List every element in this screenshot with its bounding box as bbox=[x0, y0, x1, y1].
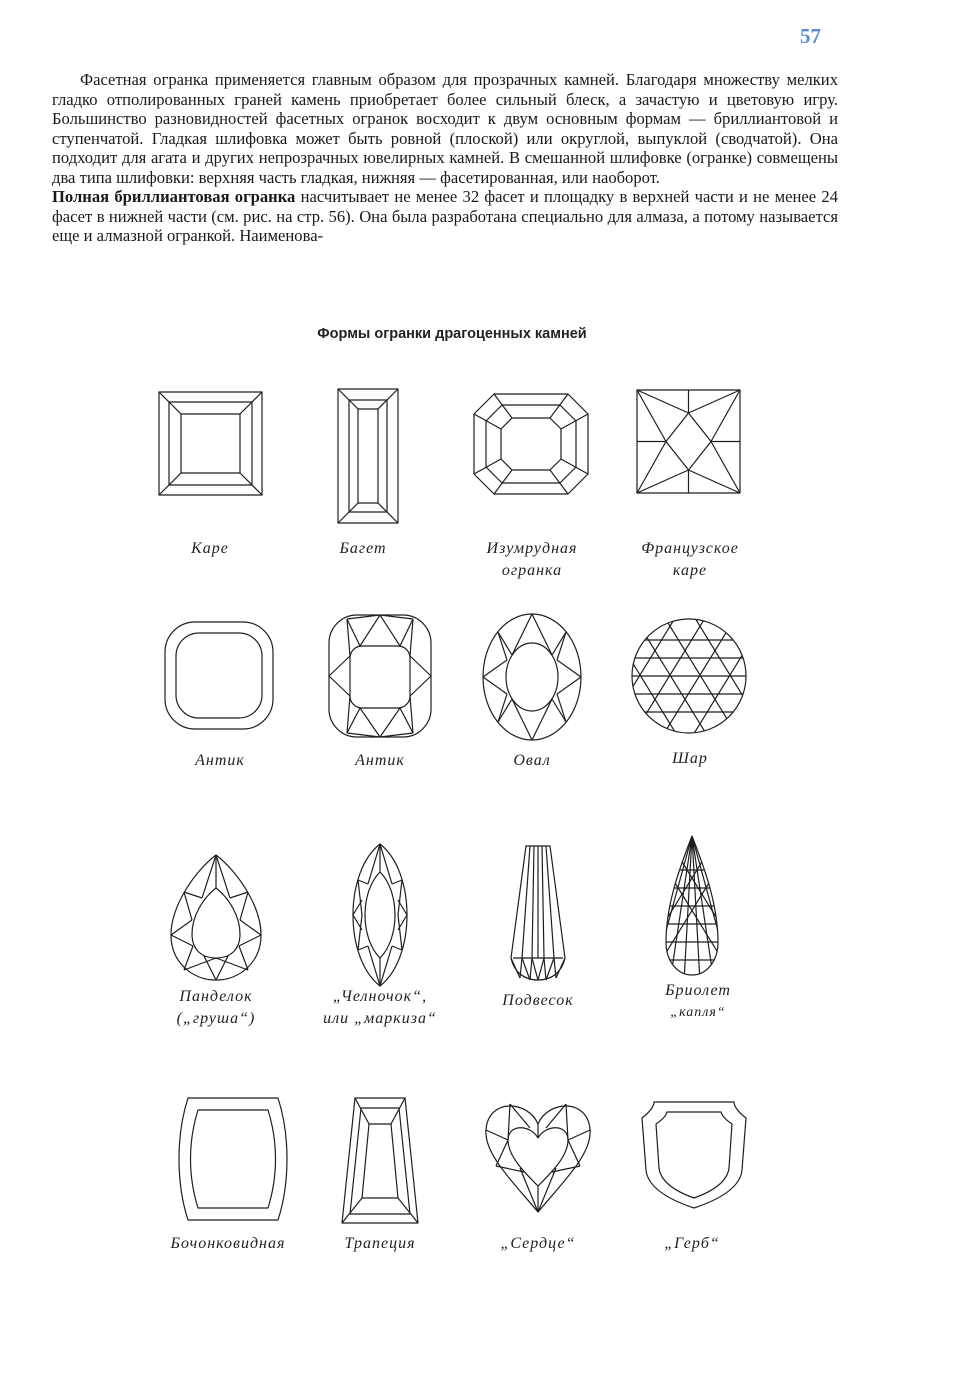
caption-pendant: Подвесок bbox=[502, 992, 574, 1009]
trapeze-cut-drawing bbox=[300, 1090, 460, 1230]
marquise-cut-drawing bbox=[300, 840, 460, 990]
caption-baget: Багет bbox=[339, 540, 387, 557]
caption-trapeze: Трапеция bbox=[344, 1235, 416, 1252]
pendant-cut-drawing bbox=[458, 840, 618, 990]
antique-brilliant-drawing bbox=[300, 610, 460, 740]
french-cut-drawing bbox=[610, 380, 770, 510]
caption-oval: Овал bbox=[513, 752, 551, 769]
shield-cut-drawing bbox=[612, 1090, 772, 1230]
caption-ball: Шар bbox=[672, 750, 708, 767]
caption-antique-1: Антик bbox=[195, 752, 245, 769]
term-full-brilliant-cut: Полная бриллиантовая огранка bbox=[52, 187, 296, 206]
briolette-cut-drawing bbox=[618, 832, 778, 982]
ball-cut-drawing bbox=[610, 610, 770, 740]
caption-shield: „Герб“ bbox=[664, 1235, 720, 1252]
paragraph-2-rest: насчитывает не менее 32 фасет и площадку в верхней части и не менее 24 фасет в нижней части (см. рис. на стр. 56). Она была разработана специально для алмаза, а потому называется еще и алмазной огранкой. Наименова- bbox=[52, 187, 838, 245]
caption-pear: Панделок („груша“) bbox=[176, 988, 256, 1027]
caption-emerald: Изумрудная огранка bbox=[486, 540, 578, 579]
caption-french: Французское каре bbox=[641, 540, 739, 579]
heart-cut-drawing bbox=[458, 1090, 618, 1230]
emerald-cut-drawing bbox=[452, 380, 612, 510]
body-text bbox=[52, 70, 838, 246]
barrel-cut-drawing bbox=[150, 1090, 310, 1230]
caption-barrel: Бочонковидная bbox=[170, 1235, 286, 1252]
antique-cushion-drawing bbox=[140, 610, 300, 735]
baget-cut-drawing bbox=[283, 380, 443, 530]
paragraph-2 bbox=[52, 187, 838, 246]
caption-kare: Каре bbox=[191, 540, 229, 557]
page-number: 57 bbox=[800, 24, 821, 48]
oval-cut-drawing bbox=[452, 610, 612, 740]
caption-briolette: Бриолет „капля“ bbox=[665, 982, 731, 1020]
paragraph-1: Фасетная огранка применяется главным образом для прозрачных камней. Благодаря множеству мелких гладко отполированных граней камень приобретает более сильный блеск, а зачастую и цветовую игру. Большинство разновидностей фасетных огранок восходит к двум основным формам — бриллиантовой и ступенчатой. Гладкая шлифовка может быть ровной (плоской) или округлой, выпуклой (сводчатой). Она подходит для агата и других непрозрачных ювелирных камней. В смешанной шлифовке (огранке) совмещены два типа шлифовки: верхняя часть гладкая, нижняя — фасетированная, или наоборот. bbox=[52, 70, 838, 187]
caption-antique-2: Антик bbox=[355, 752, 405, 769]
kare-cut-drawing bbox=[130, 380, 290, 510]
caption-marquise: „Челночок“, или „маркиза“ bbox=[323, 988, 437, 1027]
pear-cut-drawing bbox=[136, 850, 296, 985]
caption-heart: „Сердце“ bbox=[500, 1235, 576, 1252]
figure-title: Формы огранки драгоценных камней bbox=[317, 326, 587, 342]
